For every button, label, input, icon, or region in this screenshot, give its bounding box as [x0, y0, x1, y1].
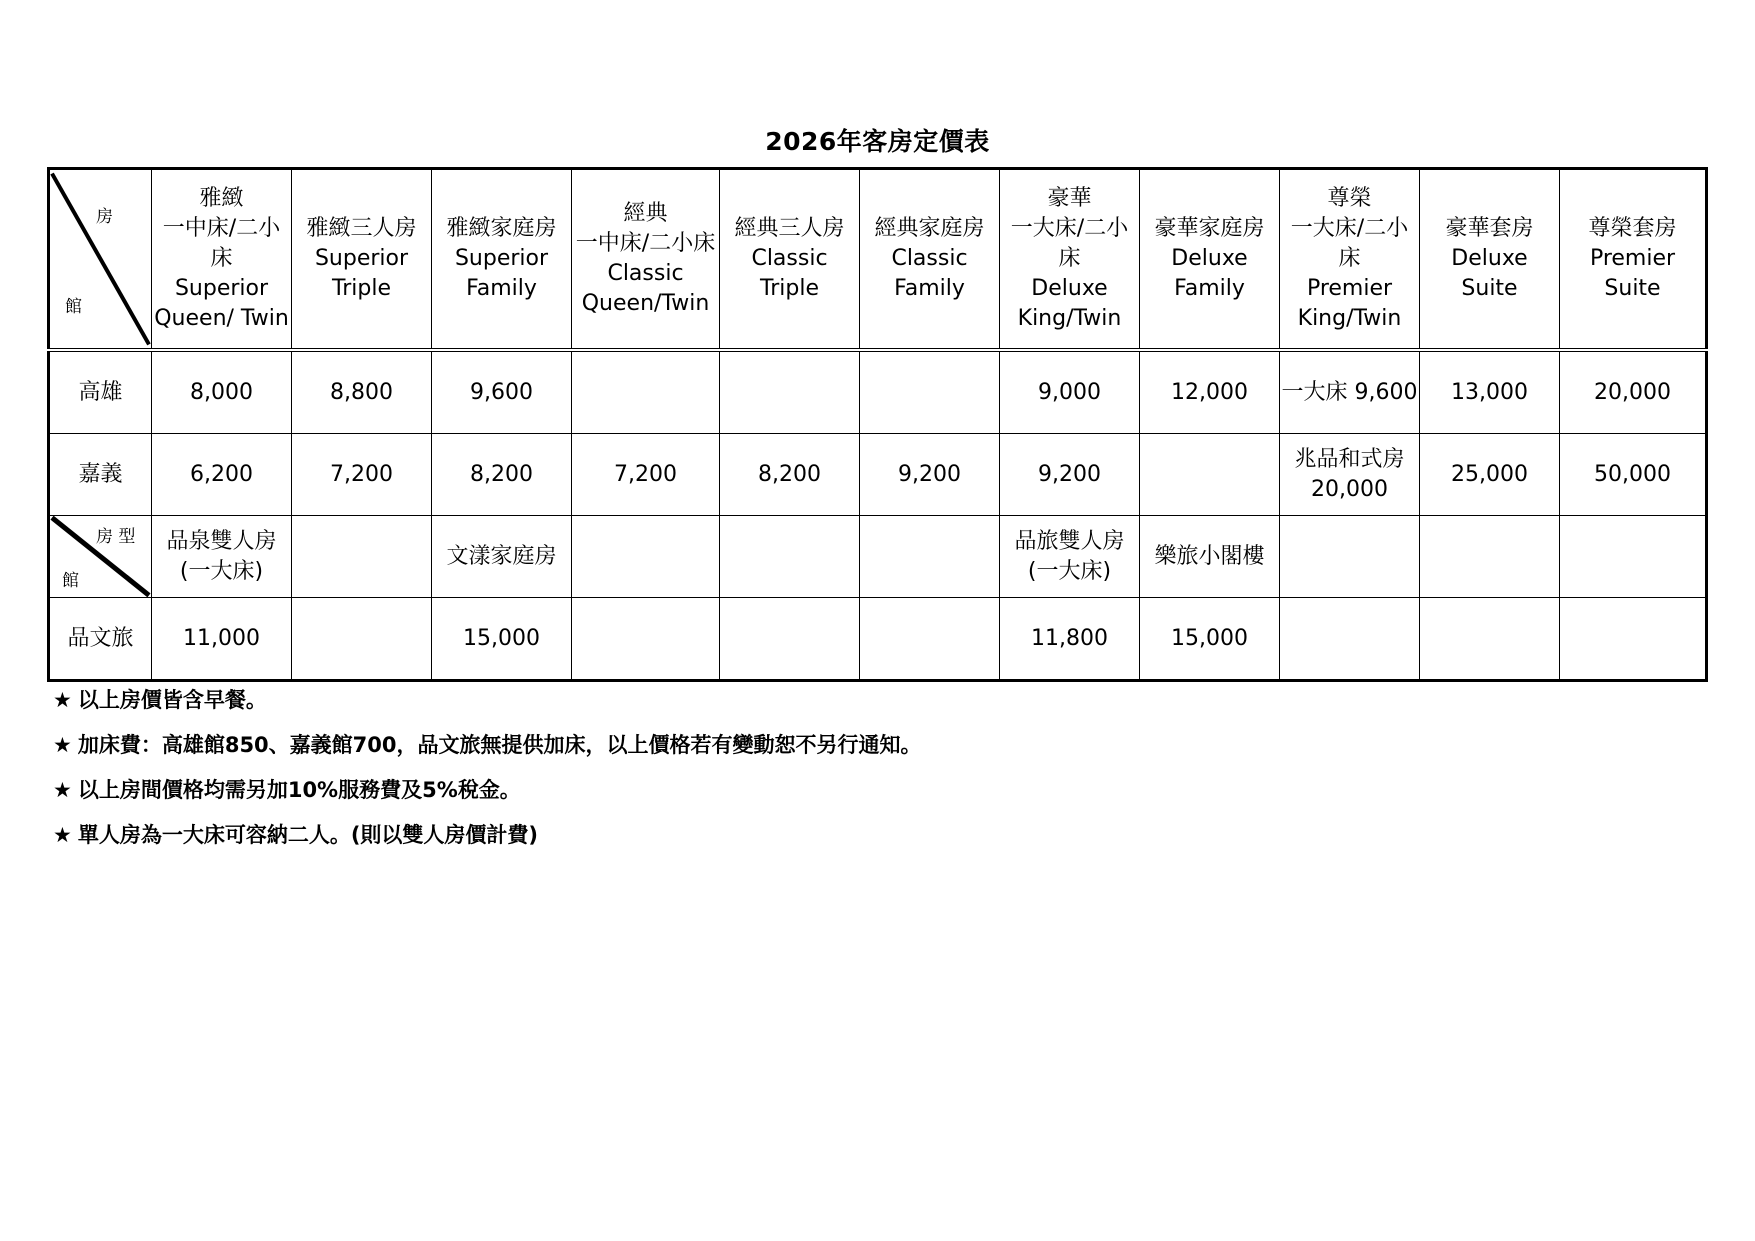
- price-cell: 7,200: [292, 434, 432, 516]
- price-cell: 9,200: [860, 434, 1000, 516]
- column-header-en: Premier King/Twin: [1297, 276, 1402, 331]
- notes-list: [53, 685, 922, 865]
- corner-hall-label: 館: [65, 297, 82, 317]
- column-header: [432, 169, 572, 351]
- note-text: 加床費：高雄館850、嘉義館700，品文旅無提供加床，以上價格若有變動恕不另行通知。: [77, 733, 922, 757]
- column-header: [1560, 169, 1707, 351]
- price-cell: [1140, 434, 1280, 516]
- sub-column-header: [572, 516, 720, 598]
- column-header-en: Classic Family: [891, 246, 968, 301]
- column-header: [1280, 169, 1420, 351]
- column-header-zh: 豪華家庭房: [1154, 216, 1265, 241]
- star-icon: ★: [53, 688, 72, 712]
- sub-column-header: 文漾家庭房: [432, 516, 572, 598]
- column-header-en: Superior Triple: [314, 246, 409, 301]
- diagonal-divider: [50, 170, 151, 348]
- column-header-en: Deluxe Family: [1171, 246, 1248, 301]
- column-header-zh: 經典三人房: [734, 216, 845, 241]
- column-header-en: Deluxe King/Twin: [1017, 276, 1122, 331]
- price-cell: 7,200: [572, 434, 720, 516]
- price-cell: 50,000: [1560, 434, 1707, 516]
- price-cell: 15,000: [1140, 598, 1280, 681]
- sub-column-header: [1420, 516, 1560, 598]
- price-cell: [572, 350, 720, 434]
- sub-header-row: [49, 516, 1707, 598]
- sub-column-header: [860, 516, 1000, 598]
- column-header-zh: 經典家庭房: [874, 216, 985, 241]
- price-cell: [720, 350, 860, 434]
- note-text: 以上房價皆含早餐。: [77, 688, 267, 712]
- price-cell: [292, 598, 432, 681]
- star-icon: ★: [53, 778, 72, 802]
- price-cell: [860, 350, 1000, 434]
- price-cell: 12,000: [1140, 350, 1280, 434]
- column-header-zh: 豪華 一大床/二小床: [1010, 186, 1129, 271]
- price-cell: [860, 598, 1000, 681]
- note-text: 單人房為一大床可容納二人。(則以雙人房價計費): [77, 823, 539, 847]
- column-header-zh: 尊榮 一大床/二小床: [1290, 186, 1409, 271]
- column-header: [720, 169, 860, 351]
- price-cell: 一大床 9,600: [1280, 350, 1420, 434]
- column-header: [572, 169, 720, 351]
- hall-name: 高雄: [49, 350, 152, 434]
- price-cell: [1420, 598, 1560, 681]
- header-row: [49, 169, 1707, 351]
- note-item: [53, 775, 922, 820]
- price-cell: 8,200: [720, 434, 860, 516]
- hall-name: 嘉義: [49, 434, 152, 516]
- column-header-zh: 雅緻家庭房: [446, 216, 557, 241]
- price-cell: [1560, 598, 1707, 681]
- price-cell: 15,000: [432, 598, 572, 681]
- table-row: [49, 350, 1707, 434]
- column-header-en: Superior Queen/ Twin: [154, 276, 289, 331]
- column-header-en: Classic Queen/Twin: [581, 261, 710, 316]
- price-cell: 6,200: [152, 434, 292, 516]
- column-header-zh: 雅緻三人房: [306, 216, 417, 241]
- price-cell: 8,200: [432, 434, 572, 516]
- corner-hall-label: 館: [62, 571, 79, 591]
- sub-column-header: [1280, 516, 1420, 598]
- corner-header-room-type-hall: [49, 516, 152, 598]
- column-header-en: Deluxe Suite: [1451, 246, 1528, 301]
- column-header: [1420, 169, 1560, 351]
- sub-column-header: [720, 516, 860, 598]
- hall-name: 品文旅: [49, 598, 152, 681]
- column-header-en: Premier Suite: [1589, 246, 1676, 301]
- sub-column-header: [1560, 516, 1707, 598]
- column-header-en: Superior Family: [454, 246, 549, 301]
- corner-room-label: 房 型: [96, 527, 136, 547]
- price-cell: 20,000: [1560, 350, 1707, 434]
- corner-room-label: 房: [96, 207, 113, 227]
- sub-column-header: 品旅雙人房 (一大床): [1000, 516, 1140, 598]
- note-item: [53, 820, 922, 865]
- price-cell: 8,800: [292, 350, 432, 434]
- price-cell: 13,000: [1420, 350, 1560, 434]
- column-header-zh: 尊榮套房: [1588, 216, 1677, 241]
- price-cell: [1280, 598, 1420, 681]
- page-title: 2026年客房定價表: [765, 127, 990, 156]
- note-text: 以上房間價格均需另加10%服務費及5%稅金。: [77, 778, 521, 802]
- price-cell: 11,800: [1000, 598, 1140, 681]
- note-item: [53, 730, 922, 775]
- price-cell: 11,000: [152, 598, 292, 681]
- table-row: [49, 598, 1707, 681]
- column-header-zh: 經典 一中床/二小床: [575, 201, 716, 256]
- star-icon: ★: [53, 823, 72, 847]
- column-header: [860, 169, 1000, 351]
- price-cell: 兆品和式房 20,000: [1280, 434, 1420, 516]
- column-header-zh: 豪華套房: [1445, 216, 1534, 241]
- price-cell: 25,000: [1420, 434, 1560, 516]
- star-icon: ★: [53, 733, 72, 757]
- column-header: [152, 169, 292, 351]
- sub-column-header: 品泉雙人房 (一大床): [152, 516, 292, 598]
- column-header: [1000, 169, 1140, 351]
- sub-column-header: 樂旅小閣樓: [1140, 516, 1280, 598]
- note-item: [53, 685, 922, 730]
- price-cell: 9,000: [1000, 350, 1140, 434]
- sub-column-header: [292, 516, 432, 598]
- table-row: [49, 434, 1707, 516]
- column-header-zh: 雅緻 一中床/二小床: [162, 186, 281, 271]
- column-header: [292, 169, 432, 351]
- price-cell: 9,600: [432, 350, 572, 434]
- price-cell: 9,200: [1000, 434, 1140, 516]
- column-header-en: Classic Triple: [751, 246, 828, 301]
- corner-header-room-hall: [49, 169, 152, 351]
- room-rate-table: [47, 167, 1708, 682]
- column-header: [1140, 169, 1280, 351]
- diagonal-line: [52, 174, 149, 345]
- price-cell: [720, 598, 860, 681]
- price-cell: 8,000: [152, 350, 292, 434]
- price-cell: [572, 598, 720, 681]
